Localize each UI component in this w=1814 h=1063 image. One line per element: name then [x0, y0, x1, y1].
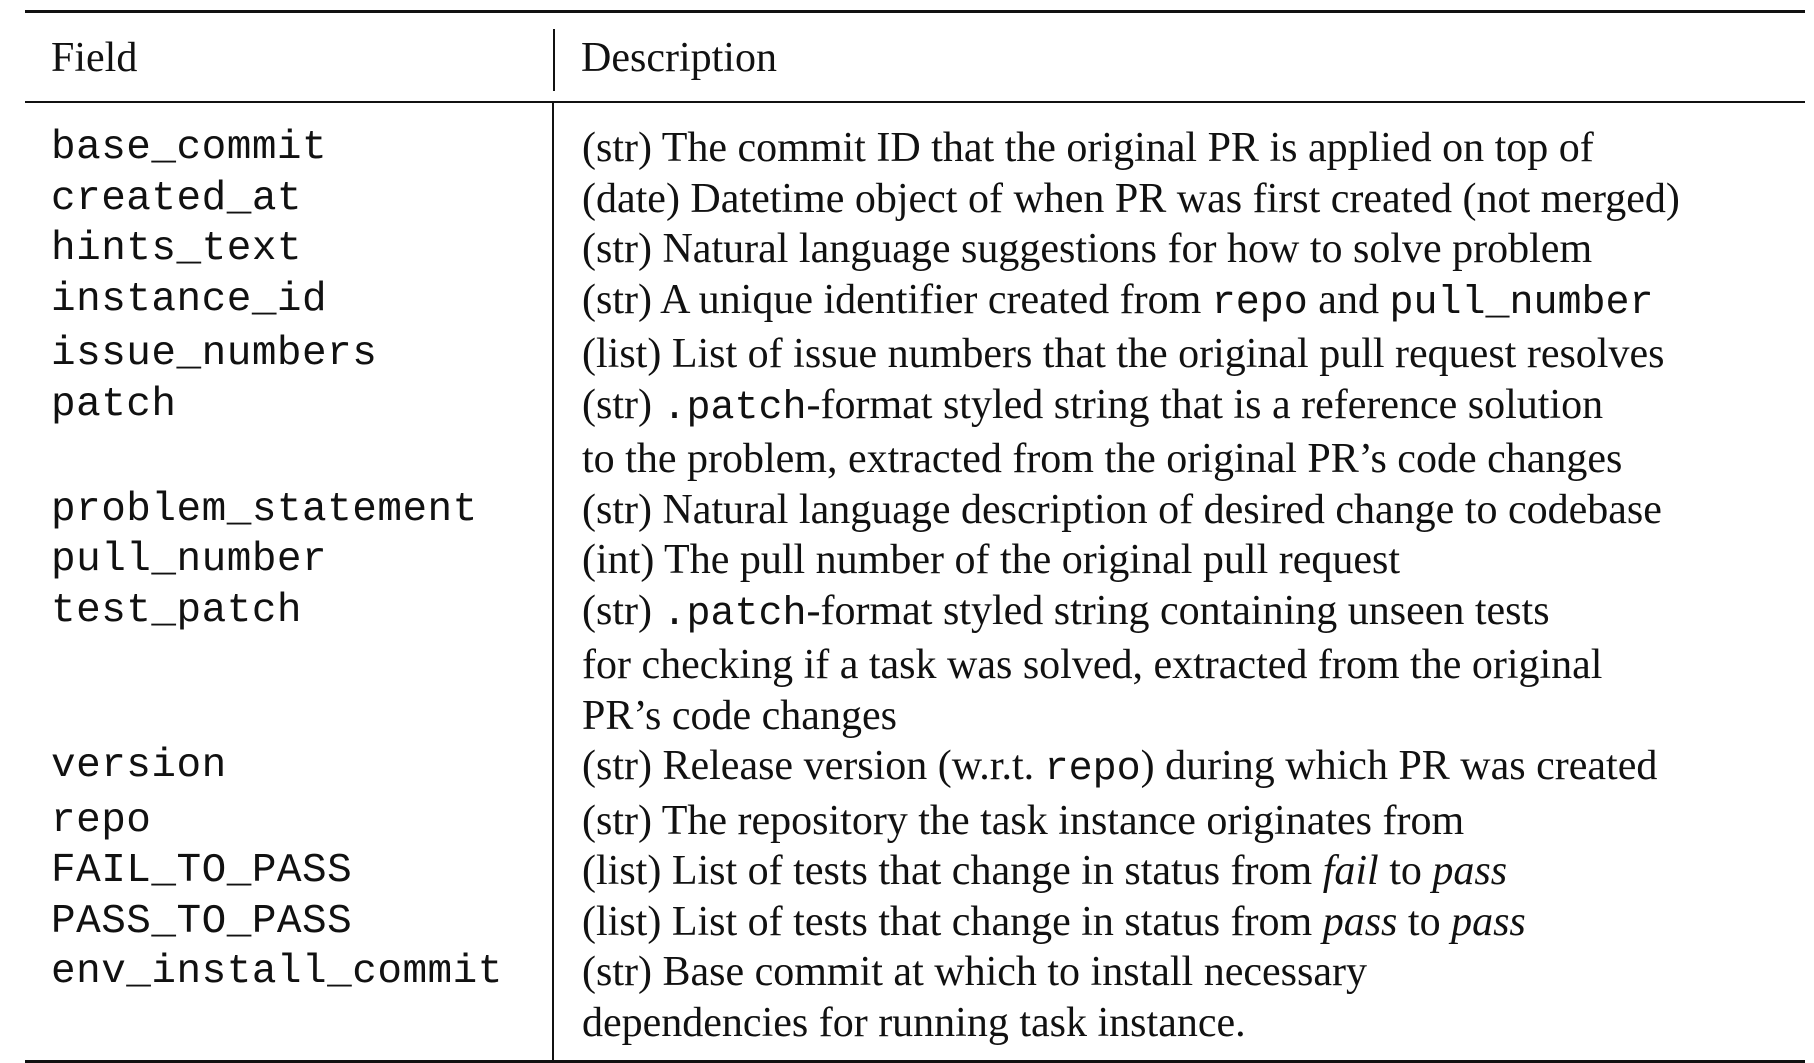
description-text: (list) List of tests that change in status from: [582, 898, 1323, 945]
description-text: (list) List of tests that change in status from: [582, 848, 1323, 894]
description-text: (str) The commit ID that the original PR is applied on top of: [582, 125, 1594, 171]
description-line: [582, 691, 1805, 742]
field-name-cell: instance_id: [51, 276, 328, 323]
description-text: to the problem, extracted from the original PR’s code changes: [582, 436, 1623, 482]
description-text: (str) A unique identifier created from: [582, 276, 1212, 323]
description-cell: [553, 741, 1805, 796]
field-name-cell: repo: [51, 797, 152, 844]
italic-term: pass: [1432, 848, 1508, 894]
field-description-table: [25, 10, 1805, 1063]
field-name-cell: PASS_TO_PASS: [51, 898, 353, 945]
field-name-cell: hints_text: [51, 226, 303, 272]
description-line: [582, 485, 1805, 536]
italic-term: pass: [1451, 898, 1526, 945]
italic-term: pass: [1322, 898, 1398, 945]
description-line: [582, 224, 1805, 275]
field-name-cell: FAIL_TO_PASS: [51, 848, 353, 894]
table-row: [25, 796, 1805, 847]
description-line: [582, 174, 1805, 225]
description-text: (str): [582, 587, 663, 634]
description-cell: [553, 846, 1805, 897]
table-header: [25, 12, 1805, 103]
description-text: (str) Base commit at which to install necessary: [582, 949, 1367, 995]
description-text: (str) Release version (w.r.t.: [582, 743, 1045, 789]
table-row: [25, 846, 1805, 897]
inline-code: pull_number: [1389, 280, 1654, 326]
description-line: [582, 535, 1805, 586]
description-line: [582, 123, 1805, 174]
description-cell: [553, 796, 1805, 847]
description-cell: [553, 485, 1805, 536]
field-name-cell: version: [51, 743, 227, 789]
description-line: [582, 380, 1805, 435]
description-line: [582, 741, 1805, 796]
description-line: [582, 329, 1805, 380]
header-description: Description: [553, 12, 1805, 103]
description-text: -format styled string that is a reference solution: [806, 381, 1604, 428]
field-name-cell: env_install_commit: [51, 949, 503, 995]
description-text: to: [1397, 898, 1452, 945]
schema-table-container: [25, 10, 1805, 1063]
description-text: and: [1307, 276, 1390, 323]
field-name-cell: pull_number: [51, 537, 328, 583]
description-text: dependencies for running task instance.: [582, 999, 1246, 1046]
italic-term: fail: [1322, 848, 1379, 894]
table-row: [25, 586, 1805, 742]
description-line: [582, 998, 1805, 1049]
header-row: [25, 12, 1805, 103]
description-cell: [553, 586, 1805, 742]
description-text: (str) The repository the task instance originates from: [582, 797, 1465, 844]
description-text: (list) List of issue numbers that the original pull request resolves: [582, 331, 1665, 377]
description-line: [582, 640, 1805, 691]
inline-code: .patch: [662, 591, 807, 637]
description-line: [582, 796, 1805, 847]
table-row: [25, 897, 1805, 948]
table-row: [25, 329, 1805, 380]
description-cell: [553, 947, 1805, 1062]
description-cell: [553, 380, 1805, 485]
table-row: [25, 380, 1805, 485]
description-text: to: [1378, 848, 1433, 894]
inline-code: .patch: [662, 385, 807, 431]
description-text: for checking if a task was solved, extracted from the original: [582, 642, 1603, 688]
description-text: (str) Natural language suggestions for how to solve problem: [582, 226, 1593, 272]
table-row: [25, 741, 1805, 796]
table-row: [25, 174, 1805, 225]
description-cell: [553, 174, 1805, 225]
description-cell: [553, 897, 1805, 948]
description-text: ) during which PR was created: [1140, 743, 1658, 789]
description-line: [582, 586, 1805, 641]
field-name-cell: test_patch: [51, 587, 303, 634]
table-row: [25, 947, 1805, 1062]
table-row: [25, 535, 1805, 586]
header-field: Field: [51, 35, 138, 81]
field-name-cell: created_at: [51, 175, 303, 222]
description-cell: [553, 103, 1805, 174]
field-name-cell: patch: [51, 381, 177, 428]
description-text: (str) Natural language description of desired change to codebase: [582, 486, 1662, 533]
description-cell: [553, 329, 1805, 380]
description-text: (int) The pull number of the original pull request: [582, 537, 1401, 583]
table-row: [25, 103, 1805, 174]
description-line: [582, 897, 1805, 948]
description-cell: [553, 535, 1805, 586]
inline-code: repo: [1211, 280, 1308, 326]
description-line: [582, 434, 1805, 485]
field-name-cell: problem_statement: [51, 486, 478, 533]
description-line: [582, 846, 1805, 897]
description-cell: [553, 224, 1805, 275]
description-text: PR’s code changes: [582, 692, 897, 739]
description-line: [582, 275, 1805, 330]
description-cell: [553, 275, 1805, 330]
description-line: [582, 947, 1805, 998]
table-row: [25, 275, 1805, 330]
table-row: [25, 224, 1805, 275]
description-text: (str): [582, 381, 663, 428]
field-name-cell: base_commit: [51, 125, 328, 171]
field-name-cell: issue_numbers: [51, 331, 378, 377]
inline-code: repo: [1044, 747, 1141, 792]
table-body: [25, 102, 1805, 1062]
description-text: (date) Datetime object of when PR was first created (not merged): [582, 175, 1680, 222]
table-row: [25, 485, 1805, 536]
description-text: -format styled string containing unseen tests: [806, 587, 1550, 634]
